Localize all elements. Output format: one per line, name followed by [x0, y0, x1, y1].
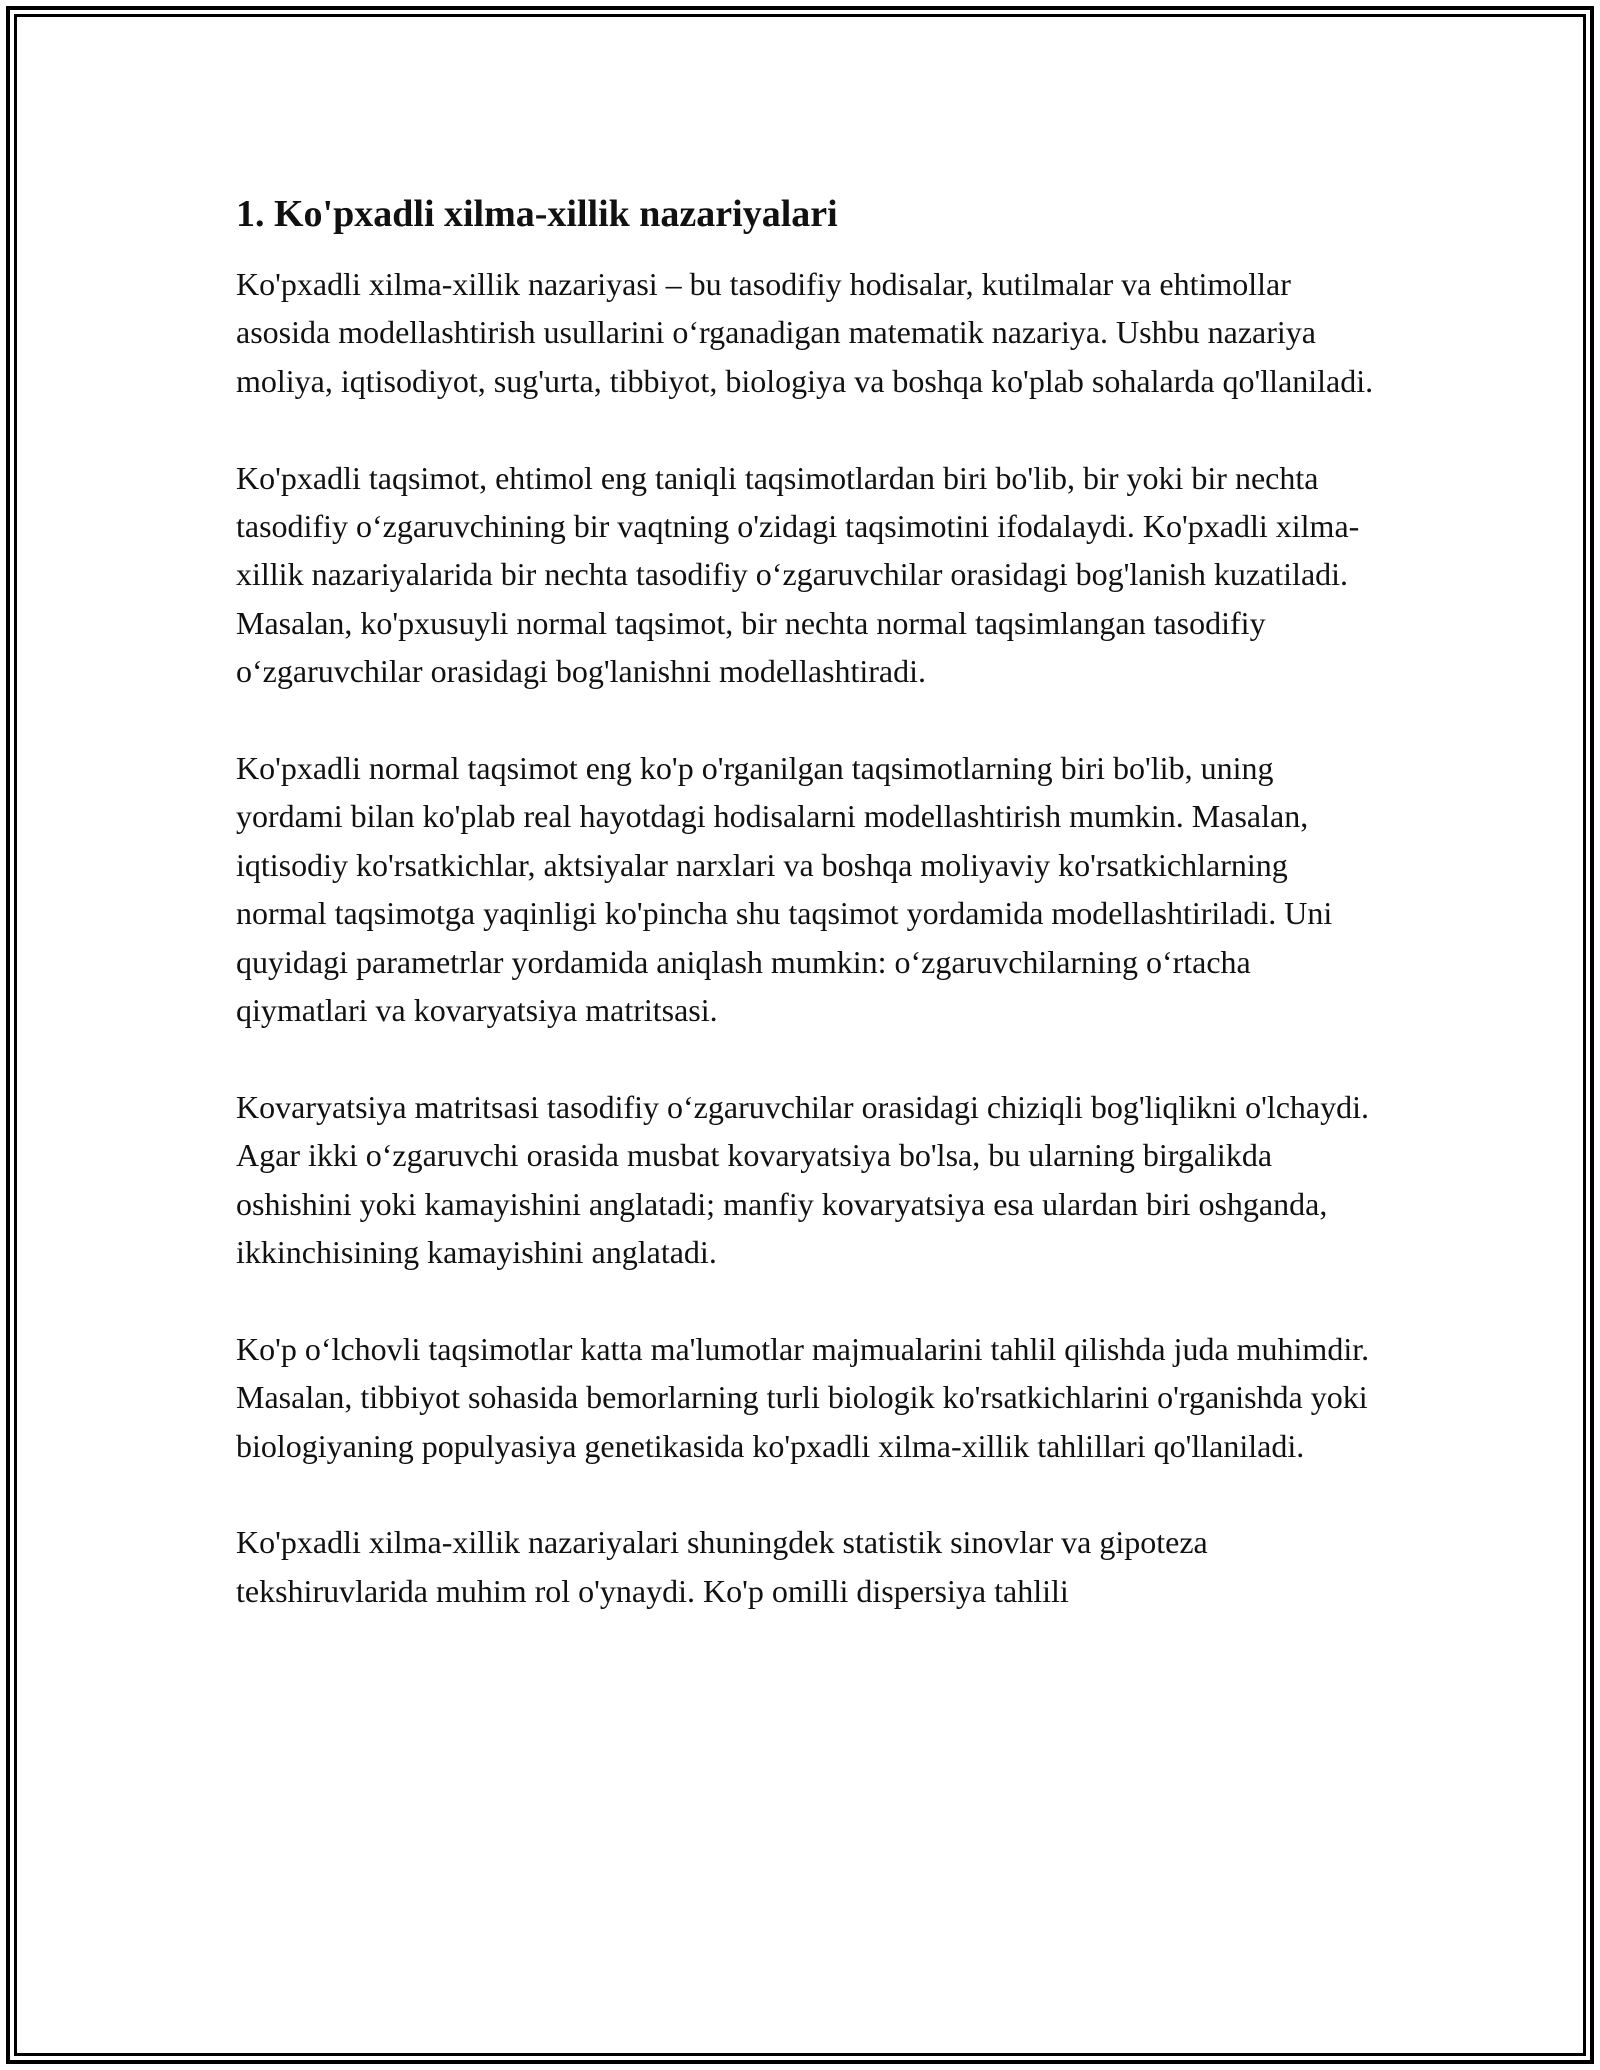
section-heading: 1. Ko'pxadli xilma-xillik nazariyalari — [236, 193, 838, 235]
paragraph-4: Kovaryatsiya matritsasi tasodifiy oʻzgaruvchilar orasidagi chiziqli bog'liqlikni o'lchaydi. Agar ikki oʻzgaruvchi orasida musbat kovaryatsiya bo'lsa, bu ularning birgalikda oshishini yoki kamayishini anglatadi; manfiy kovaryatsiya esa ulardan biri oshganda, ikkinchisining kamayishini anglatadi. — [236, 1088, 1370, 1271]
paragraph-2: Ko'pxadli taqsimot, ehtimol eng taniqli taqsimotlardan biri bo'lib, bir yoki bir nechta tasodifiy oʻzgaruvchining bir vaqtning o'zidagi taqsimotini ifodalaydi. Ko'pxadli xilma-xillik nazariyalarida bir nechta tasodifiy oʻzgaruvchilar orasidagi bog'lanish kuzatiladi. Masalan, ko'pxusuyli normal taqsimot, bir nechta normal taqsimlangan tasodifiy oʻzgaruvchilar orasidagi bog'lanishni modellashtiradi. — [236, 459, 1360, 690]
paragraph-1: Ko'pxadli xilma-xillik nazariyasi – bu tasodifiy hodisalar, kutilmalar va ehtimollar asosida modellashtirish usullarini oʻrganadigan matematik nazariya. Ushbu nazariya moliya, iqtisodiyot, sug'urta, tibbiyot, biologiya va boshqa ko'plab sohalarda qo'llaniladi. — [236, 266, 1374, 399]
paragraph-6: Ko'pxadli xilma-xillik nazariyalari shuningdek statistik sinovlar va gipoteza tekshiruvlarida muhim rol o'ynaydi. Ko'p omilli dispersiya tahlili — [236, 1524, 1208, 1609]
document-body — [236, 190, 1376, 1664]
paragraph-3: Ko'pxadli normal taqsimot eng ko'p o'rganilgan taqsimotlarning biri bo'lib, uning yordami bilan ko'plab real hayotdagi hodisalarni modellashtirish mumkin. Masalan, iqtisodiy ko'rsatkichlar, aktsiyalar narxlari va boshqa moliyaviy ko'rsatkichlarning normal taqsimotga yaqinligi ko'pincha shu taqsimot yordamida modellashtiriladi. Uni quyidagi parametrlar yordamida aniqlash mumkin: oʻzgaruvchilarning oʻrtacha qiymatlari va kovaryatsiya matritsasi. — [236, 750, 1333, 1029]
paragraph-5: Ko'p oʻlchovli taqsimotlar katta ma'lumotlar majmualarini tahlil qilishda juda muhimdir. Masalan, tibbiyot sohasida bemorlarning turli biologik ko'rsatkichlarini o'rganishda yoki biologiyaning populyasiya genetikasida ko'pxadli xilma-xillik tahlillari qo'llaniladi. — [236, 1330, 1370, 1464]
